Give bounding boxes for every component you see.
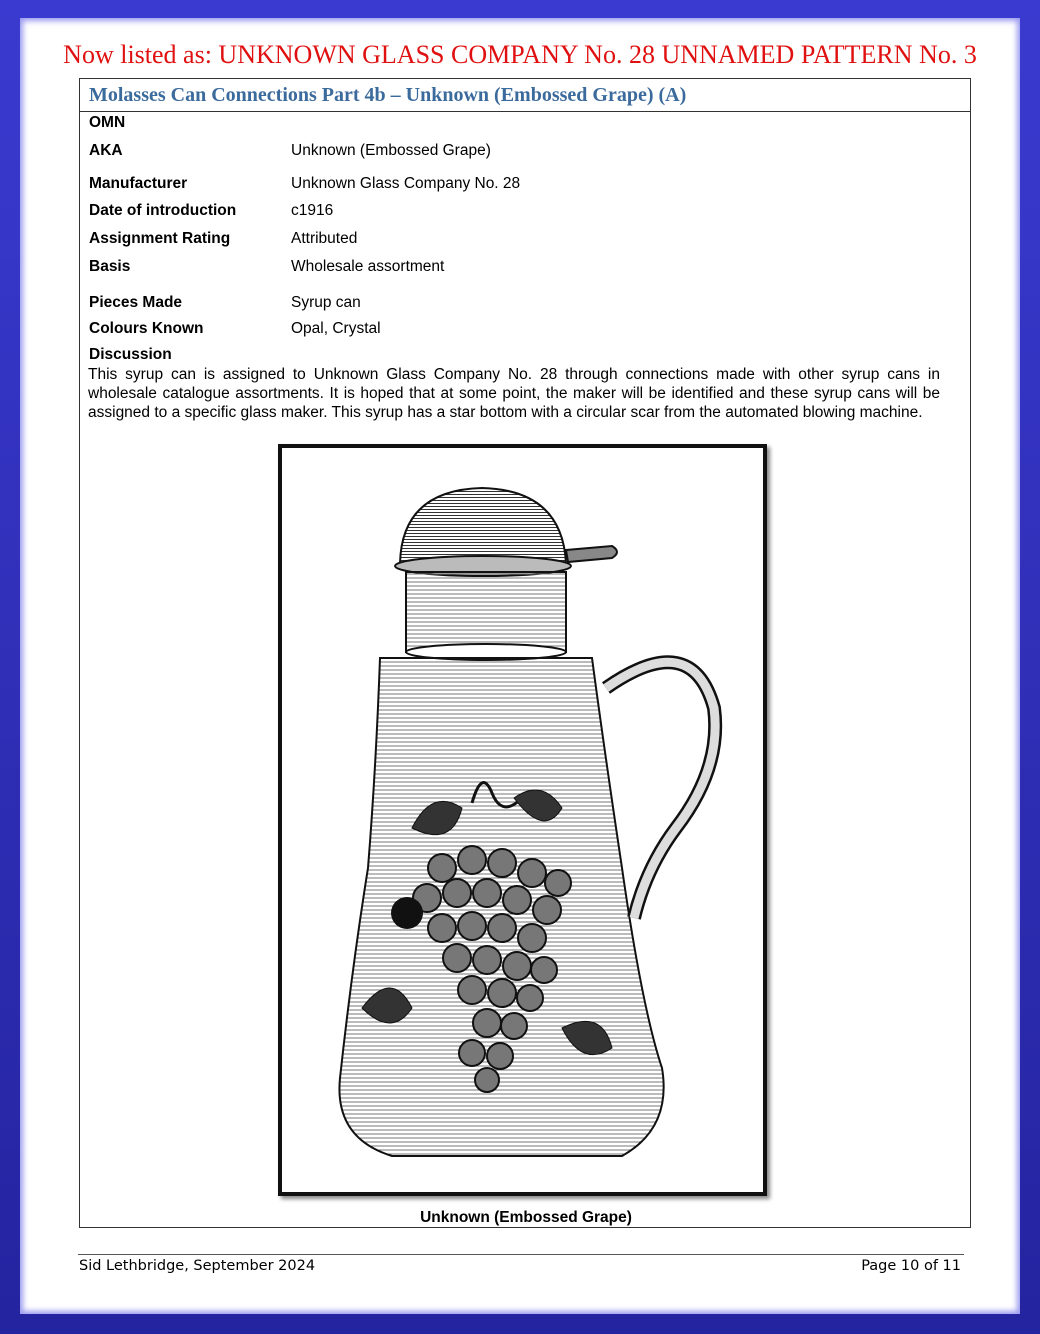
discussion-text: This syrup can is assigned to Unknown Glass Company No. 28 through connections made with other syrup cans in wholesale catalogue assortments. It is hoped that at some point, the maker will be identified and these syrup cans will be assigned to a specific glass maker. This syrup has a star bottom with a circular scar from the automated blowing machine. (88, 366, 940, 421)
figure-caption: Unknown (Embossed Grape) (420, 1209, 632, 1226)
document-page (20, 18, 1020, 1314)
field-label: Manufacturer (89, 175, 188, 192)
field-value: Opal, Crystal (291, 320, 381, 337)
footer-divider (78, 1254, 964, 1255)
field-value: Attributed (291, 230, 358, 247)
field-value: c1916 (291, 202, 334, 219)
field-label: Pieces Made (89, 294, 183, 311)
field-label: Assignment Rating (89, 230, 231, 247)
syrup-can-illustration (278, 444, 767, 1196)
field-label: Date of introduction (89, 202, 237, 219)
footer-author: Sid Lethbridge, September 2024 (79, 1258, 316, 1274)
field-label: AKA (89, 142, 123, 159)
field-value: Syrup can (291, 294, 361, 311)
field-value: Unknown Glass Company No. 28 (291, 175, 521, 192)
record-title: Molasses Can Connections Part 4b – Unknown (Embossed Grape) (A) (80, 79, 970, 112)
field-label: Colours Known (89, 320, 204, 337)
field-value: Unknown (Embossed Grape) (291, 142, 491, 159)
field-label: OMN (89, 114, 126, 131)
field-value: Wholesale assortment (291, 258, 445, 275)
pattern-record (79, 78, 971, 1228)
discussion-label: Discussion (89, 346, 172, 363)
field-label: Basis (89, 258, 131, 275)
footer-page-number: Page 10 of 11 (861, 1258, 961, 1274)
syrup-can-drawing (282, 448, 763, 1192)
listing-banner: Now listed as: UNKNOWN GLASS COMPANY No. 28 UNNAMED PATTERN No. 3 (63, 40, 977, 69)
